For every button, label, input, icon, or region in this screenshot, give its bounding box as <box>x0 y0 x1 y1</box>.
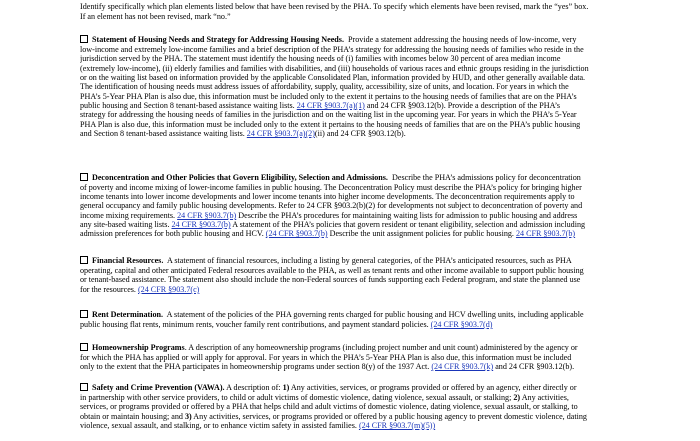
section-line <box>80 82 660 92</box>
section-line <box>80 421 660 431</box>
text-segment: income tenants into lower income developments and lower income tenants into higher income developments. The deconcentration requirements apply to <box>80 192 575 201</box>
section-title-line <box>80 310 660 320</box>
text-segment: and 24 CFR §903.12(b). <box>493 362 575 371</box>
text-segment: any site-based waiting lists. <box>80 220 172 229</box>
checkbox[interactable] <box>80 256 88 264</box>
cfr-reference-link[interactable]: (24 CFR §903.7(m)(5)) <box>358 421 436 430</box>
list-marker: 1) <box>282 383 290 392</box>
text-segment: (ii) and 24 CFR §903.12(b). <box>314 129 406 138</box>
cfr-reference-link[interactable]: (24 CFR §903.7(c) <box>137 285 200 294</box>
checkbox[interactable] <box>80 383 88 391</box>
text-segment: Describe the PHA’s procedures for maintaining waiting lists for admission to public housing and address <box>236 211 578 220</box>
text-segment: in partnership with other service providers, to child or adult victims of domestic violence, dating violence, sexual assault, or stalking; <box>80 393 514 402</box>
text-segment: of poverty and income mixing of lower-income families in public housing. The Deconcentration Policy must describe the PHA’s policy for bringing higher <box>80 183 582 192</box>
checkbox[interactable] <box>80 343 88 351</box>
section-line <box>80 285 660 295</box>
section-title-line <box>80 35 660 45</box>
text-segment: obtain or maintain housing; and <box>80 412 185 421</box>
section-title: Statement of Housing Needs and Strategy for Addressing Housing Needs. <box>92 35 344 44</box>
section-line <box>80 320 660 330</box>
text-segment: A statement of the PHA’s policies that govern resident or tenant eligibility, selection and admission including <box>230 220 586 229</box>
text-segment: and 24 CFR §903.12(b). Provide a description of the PHA’s <box>364 101 560 110</box>
text-segment: Any activities, services, or programs provided or offered by a public housing agency to prevent domestic violence, dating <box>191 412 587 421</box>
section-text <box>167 310 584 319</box>
section-line <box>80 129 660 139</box>
section-title-line <box>80 343 660 353</box>
section-title-line <box>80 173 660 183</box>
text-segment: for which the PHA has applied or will apply for approval. For years in which the PHA’s 5-Year PHA Plan is also due, this information must be included <box>80 353 572 362</box>
cfr-reference-link[interactable]: 24 CFR §903.7(a)(1) <box>296 101 365 110</box>
text-segment: (extremely low-income), (ii) elderly families and families with disabilities, and (iii) households of various races and ethnic groups residing in the jurisdiction <box>80 64 589 73</box>
text-segment: A statement of financial resources, including a listing by general categories, of the PHA’s anticipated resources, such as PHA <box>166 256 572 265</box>
section-line <box>80 54 660 64</box>
text-segment: for the resources. <box>80 285 138 294</box>
text-segment: only to the extent that the PHA participates in homeownership programs under section 8(y) of the 1937 Act. <box>80 362 432 371</box>
text-segment: income mixing requirements. <box>80 211 178 220</box>
section-line <box>80 229 660 239</box>
text-segment: operating, capital and other anticipated Federal resources available to the PHA, as well as tenant rents and other income available to support public housing <box>80 266 584 275</box>
section-title: Financial Resources. <box>92 256 164 265</box>
text-segment: admission preferences for both public housing and HCV. <box>80 229 266 238</box>
text-segment: or tenant-based assistance. The statement also should include the non-Federal sources of funds supporting each Federal program, and state the planned use <box>80 275 581 284</box>
text-segment: or on the waiting list based on information provided by the applicable Consolidated Plan, information provided by HUD, and other generally available data. <box>80 73 586 82</box>
text-segment: services, or programs provided or offered by a PHA that helps child and adult victims of domestic violence, dating violence, sexual assault, or stalking, to <box>80 402 578 411</box>
intro-line-1: Identify specifically which plan elements listed below that have been revised by the PHA. To specify which elements have been revised, mark the “yes” box. <box>80 2 589 11</box>
section-line <box>80 201 660 211</box>
text-segment: PHA’s 5-Year PHA Plan is also due, this information must be included only to the extent it pertains to the housing needs of families that are on the PHA’s <box>80 92 577 101</box>
section-line <box>80 110 660 120</box>
intro-line-2: If an element has not been revised, mark “no.” <box>80 12 231 21</box>
section-line <box>80 362 660 372</box>
section-title: Homeownership Programs <box>92 343 185 352</box>
text-segment: general occupancy and family public housing developments. Refer to 24 CFR §903.2(b)(2) for developments not subject to deconcentration of poverty and <box>80 201 583 210</box>
text-segment: The identification of housing needs must address issues of affordability, supply, quality, accessibility, size of units, and location. For years in which the <box>80 82 569 91</box>
cfr-reference-link[interactable]: 24 CFR §903.7(b) <box>171 220 231 229</box>
text-segment: A statement of the policies of the PHA governing rents charged for public housing and HCV dwelling units, including applicable <box>166 310 584 319</box>
text-segment: jurisdiction served by the PHA. The statement must identify the housing needs of (i) families with incomes below 30 percent of area median income <box>80 54 561 63</box>
section-text <box>392 173 581 182</box>
checkbox[interactable] <box>80 173 88 181</box>
section-line <box>80 402 660 412</box>
text-segment: . A description of any homeownership programs (including project number and unit count) administered by the agency or <box>184 343 578 352</box>
cfr-reference-link[interactable]: (24 CFR §903.7(b) <box>265 229 328 238</box>
section-title: Safety and Crime Prevention (VAWA). <box>92 383 225 392</box>
text-segment: low-income and extremely low-income families and a brief description of the PHA’s strategy for addressing the housing needs of families who reside in the <box>80 45 584 54</box>
text-segment: and Section 8 tenant-based assistance waiting lists. <box>80 129 247 138</box>
section-text <box>348 35 576 44</box>
cfr-reference-link[interactable]: 24 CFR §903.7(b) <box>515 229 576 238</box>
text-segment: Describe the unit assignment policies for public housing. <box>327 229 516 238</box>
text-segment: strategy for addressing the housing needs of families in the jurisdiction and on the waiting list in the upcoming year. For years in which the PHA’s 5-Year <box>80 110 577 119</box>
cfr-reference-link[interactable]: (24 CFR §903.7(k) <box>431 362 494 371</box>
checkbox[interactable] <box>80 35 88 43</box>
text-segment: A description of: <box>224 383 283 392</box>
text-segment: Any activities, services, or programs provided or offered by an agency, either directly or <box>289 383 577 392</box>
section-line <box>80 275 660 285</box>
section-title: Deconcentration and Other Policies that Govern Eligibility, Selection and Admissions. <box>92 173 388 182</box>
section-text <box>185 343 578 352</box>
section-text <box>225 383 577 392</box>
section-text <box>167 256 572 265</box>
cfr-reference-link[interactable]: (24 CFR §903.7(d) <box>430 320 493 329</box>
text-segment: PHA Plan is also due, this information must be included only to the extent it pertains to the housing needs of families that are on the PHA’s public housing <box>80 120 581 129</box>
list-marker: 2) <box>513 393 521 402</box>
list-marker: 3) <box>184 412 192 421</box>
text-segment: public housing and Section 8 tenant-based assistance waiting lists. <box>80 101 297 110</box>
text-segment: Any activities, <box>520 393 569 402</box>
text-segment: violence, sexual assault, and stalking, or to enhance victim safety in assisted families. <box>80 421 359 430</box>
section-title-line <box>80 256 660 266</box>
section-title-line <box>80 383 660 393</box>
section-title: Rent Determination. <box>92 310 164 319</box>
text-segment: Describe the PHA’s admissions policy for deconcentration <box>392 173 581 182</box>
cfr-reference-link[interactable]: 24 CFR §903.7(a)(2) <box>246 129 315 138</box>
checkbox[interactable] <box>80 310 88 318</box>
text-segment: Provide a statement addressing the housing needs of low-income, very <box>348 35 577 44</box>
text-segment: public housing flat rents, minimum rents, voucher family rent contributions, and payment standard policies. <box>80 320 431 329</box>
cfr-reference-link[interactable]: 24 CFR §903.7(b) <box>177 211 237 220</box>
